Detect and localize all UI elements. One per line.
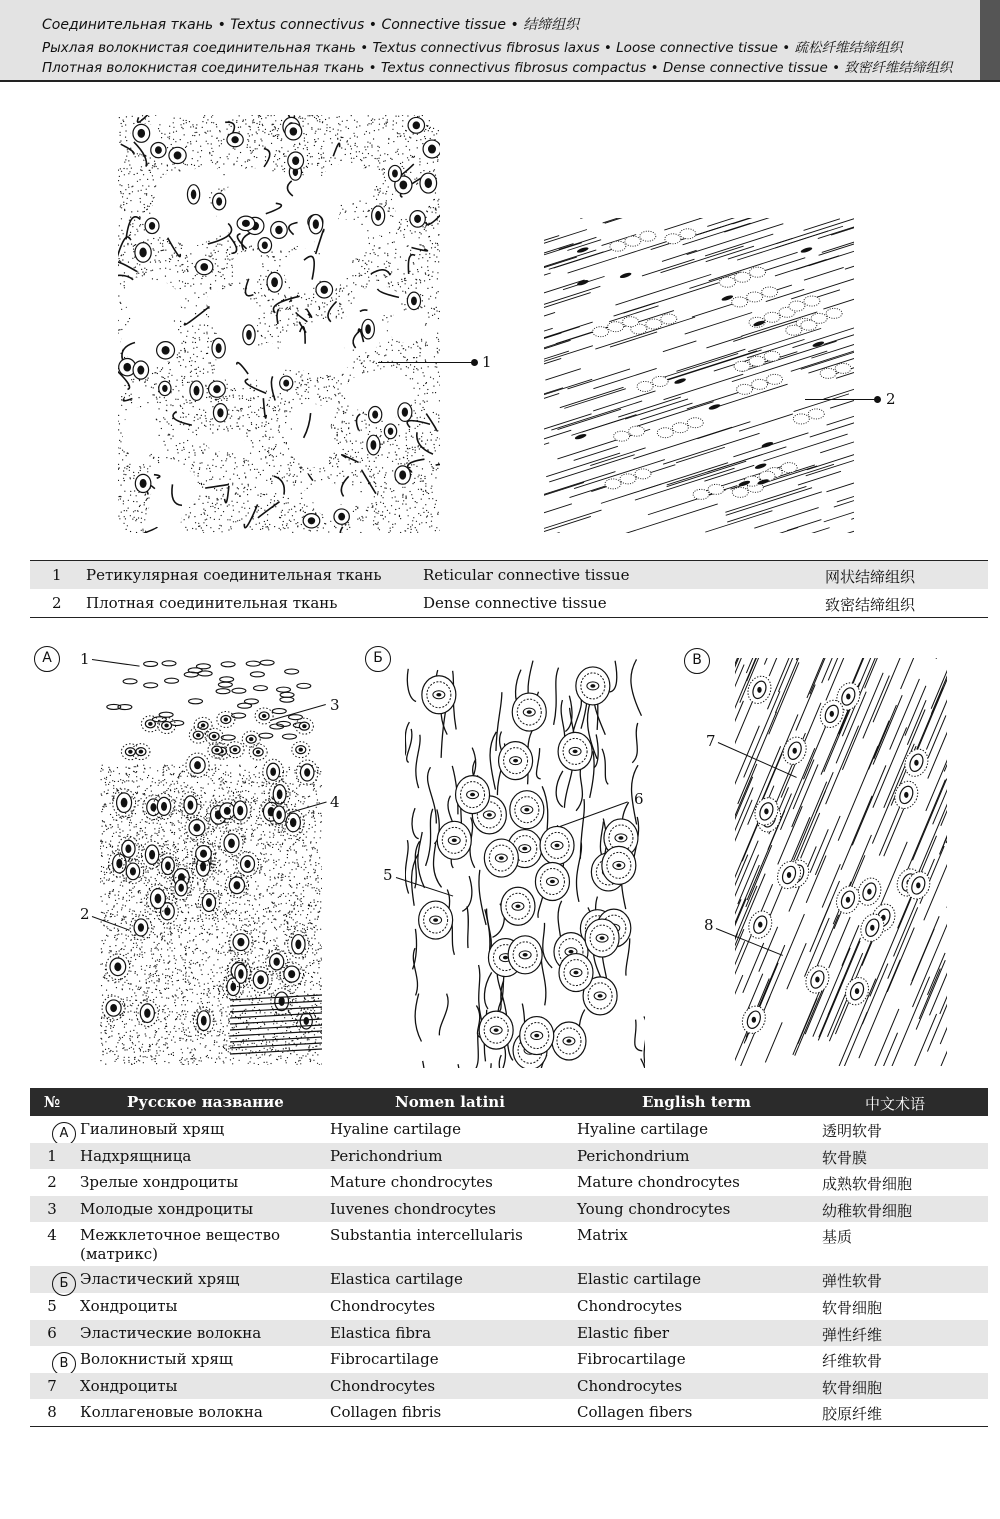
table-row — [30, 1143, 988, 1170]
terms-table-header — [30, 1088, 988, 1116]
table-row — [30, 1266, 988, 1293]
term-russian: Хондроциты — [80, 1296, 178, 1315]
callout-dot-2 — [874, 396, 881, 403]
callout-label-c8: 8 — [704, 916, 714, 934]
header-russian: Русское название — [127, 1093, 284, 1111]
figure-dense-tissue — [544, 218, 854, 533]
legend-num: 1 — [52, 566, 62, 584]
circled-letter: А — [52, 1122, 76, 1146]
term-russian: Зрелые хондроциты — [80, 1173, 239, 1192]
term-russian: Хондроциты — [80, 1376, 178, 1395]
term-russian: Молодые хондроциты — [80, 1199, 254, 1218]
header-num: № — [43, 1093, 61, 1111]
panel-letter-b: Б — [365, 646, 391, 672]
figure-reticular-tissue — [118, 115, 440, 533]
term-english: Perichondrium — [577, 1146, 690, 1165]
table-row — [30, 1222, 988, 1266]
term-russian: Волокнистый хрящ — [80, 1350, 233, 1369]
circled-letter: В — [52, 1352, 76, 1376]
callout-dot-1 — [471, 359, 478, 366]
term-chinese: 胶原纤维 — [822, 1405, 883, 1424]
table-row — [30, 1346, 988, 1373]
term-latin: Iuvenes chondrocytes — [330, 1199, 496, 1218]
legend-zh: 网状结缔组织 — [825, 568, 916, 586]
term-latin: Collagen fibris — [330, 1403, 442, 1422]
callout-label-2: 2 — [886, 390, 896, 408]
legend-ru: Плотная соединительная ткань — [86, 594, 338, 612]
term-russian: Межклеточное вещество (матрикс) — [80, 1226, 281, 1264]
term-latin: Fibrocartilage — [330, 1350, 439, 1369]
term-latin: Chondrocytes — [330, 1296, 436, 1315]
term-english: Young chondrocytes — [577, 1199, 731, 1218]
callout-label-1: 1 — [482, 353, 492, 371]
legend-row — [30, 560, 988, 589]
term-latin: Mature chondrocytes — [330, 1173, 493, 1192]
term-chinese: 透明软骨 — [822, 1122, 883, 1140]
term-chinese: 软骨细胞 — [822, 1378, 883, 1397]
table-row — [30, 1293, 988, 1320]
term-english: Elastic cartilage — [577, 1270, 701, 1289]
header-subtitle-dense: Плотная волокнистая соединительная ткань • Textus connectivus fibrosus compactus • Dense connective tissue • 致密纤维结缔组织 — [42, 60, 953, 76]
legend-en: Dense connective tissue — [423, 594, 607, 612]
term-chinese: 软骨膜 — [822, 1148, 868, 1167]
dense-tissue-drawing — [544, 218, 854, 533]
terms-table — [30, 1088, 988, 1427]
figure-elastic-cartilage — [405, 658, 645, 1068]
row-number: 1 — [47, 1146, 57, 1165]
header-edge-stripe — [980, 0, 1000, 80]
fibrocartilage-drawing — [735, 658, 947, 1066]
term-chinese: 弹性软骨 — [822, 1272, 883, 1291]
term-latin: Perichondrium — [330, 1146, 443, 1165]
header-chinese: 中文术语 — [865, 1095, 926, 1113]
header-subtitle-loose: Рыхлая волокнистая соединительная ткань • Textus connectivus fibrosus laxus • Loose connective tissue • 疏松纤维结缔组织 — [42, 40, 903, 56]
callout-label-b5: 5 — [383, 866, 393, 884]
hyaline-cartilage-drawing — [100, 655, 322, 1065]
table-row — [30, 1196, 988, 1223]
term-chinese: 软骨细胞 — [822, 1298, 883, 1317]
term-english: Chondrocytes — [577, 1296, 683, 1315]
legend-zh: 致密结缔组织 — [825, 596, 916, 614]
table-row — [30, 1169, 988, 1196]
panel-letter-a: А — [34, 646, 60, 672]
reticular-tissue-drawing — [118, 115, 440, 533]
table-row — [30, 1320, 988, 1347]
header-latin: Nomen latini — [395, 1093, 505, 1111]
term-latin: Hyaline cartilage — [330, 1120, 461, 1138]
row-number: 4 — [47, 1226, 57, 1245]
row-number: 7 — [47, 1376, 57, 1395]
figure-hyaline-cartilage — [100, 655, 322, 1065]
callout-label-c7: 7 — [706, 732, 716, 750]
row-number: 3 — [47, 1199, 57, 1218]
callout-label-a4: 4 — [330, 793, 340, 811]
term-chinese: 纤维软骨 — [822, 1352, 883, 1371]
term-russian: Гиалиновый хрящ — [80, 1120, 225, 1138]
term-russian: Эластический хрящ — [80, 1270, 240, 1289]
figure-fibrocartilage — [735, 658, 947, 1066]
term-russian: Надхрящница — [80, 1146, 192, 1165]
term-russian: Коллагеновые волокна — [80, 1403, 263, 1422]
row-number: 8 — [47, 1403, 57, 1422]
callout-label-a3: 3 — [330, 696, 340, 714]
legend-num: 2 — [52, 594, 62, 612]
term-latin: Elastica fibra — [330, 1323, 432, 1342]
legend-ru: Ретикулярная соединительная ткань — [86, 566, 382, 584]
term-english: Elastic fiber — [577, 1323, 670, 1342]
term-russian: Эластические волокна — [80, 1323, 262, 1342]
term-english: Chondrocytes — [577, 1376, 683, 1395]
legend-row — [30, 589, 988, 618]
table-row — [30, 1373, 988, 1400]
term-english: Fibrocartilage — [577, 1350, 686, 1369]
table-row — [30, 1399, 988, 1427]
table-row — [30, 1116, 988, 1143]
term-latin: Substantia intercellularis — [330, 1226, 523, 1245]
term-latin: Chondrocytes — [330, 1376, 436, 1395]
term-english: Mature chondrocytes — [577, 1173, 740, 1192]
legend-en: Reticular connective tissue — [423, 566, 630, 584]
terms-table-body — [30, 1116, 988, 1427]
elastic-cartilage-drawing — [405, 658, 645, 1068]
header-english: English term — [642, 1093, 752, 1111]
callout-line-2 — [805, 399, 877, 400]
header-title-line: Соединительная ткань • Textus connectivus • Connective tissue • 结缔组织 — [42, 17, 580, 33]
callout-line-1 — [378, 362, 474, 363]
term-chinese: 弹性纤维 — [822, 1325, 883, 1344]
callout-label-a2: 2 — [80, 905, 90, 923]
circled-letter: Б — [52, 1272, 76, 1296]
row-number: 5 — [47, 1296, 57, 1315]
callout-label-b6: 6 — [634, 790, 644, 808]
term-english: Collagen fibers — [577, 1403, 693, 1422]
term-chinese: 基质 — [822, 1228, 853, 1247]
term-english: Hyaline cartilage — [577, 1120, 708, 1138]
term-latin: Elastica cartilage — [330, 1270, 463, 1289]
callout-label-a1: 1 — [80, 650, 90, 668]
term-chinese: 幼稚软骨细胞 — [822, 1201, 913, 1220]
term-english: Matrix — [577, 1226, 628, 1245]
row-number: 6 — [47, 1323, 57, 1342]
panel-letter-c: В — [684, 648, 710, 674]
page-header — [0, 0, 1000, 82]
legend-table-top — [30, 560, 988, 618]
term-chinese: 成熟软骨细胞 — [822, 1175, 913, 1194]
row-number: 2 — [47, 1173, 57, 1192]
